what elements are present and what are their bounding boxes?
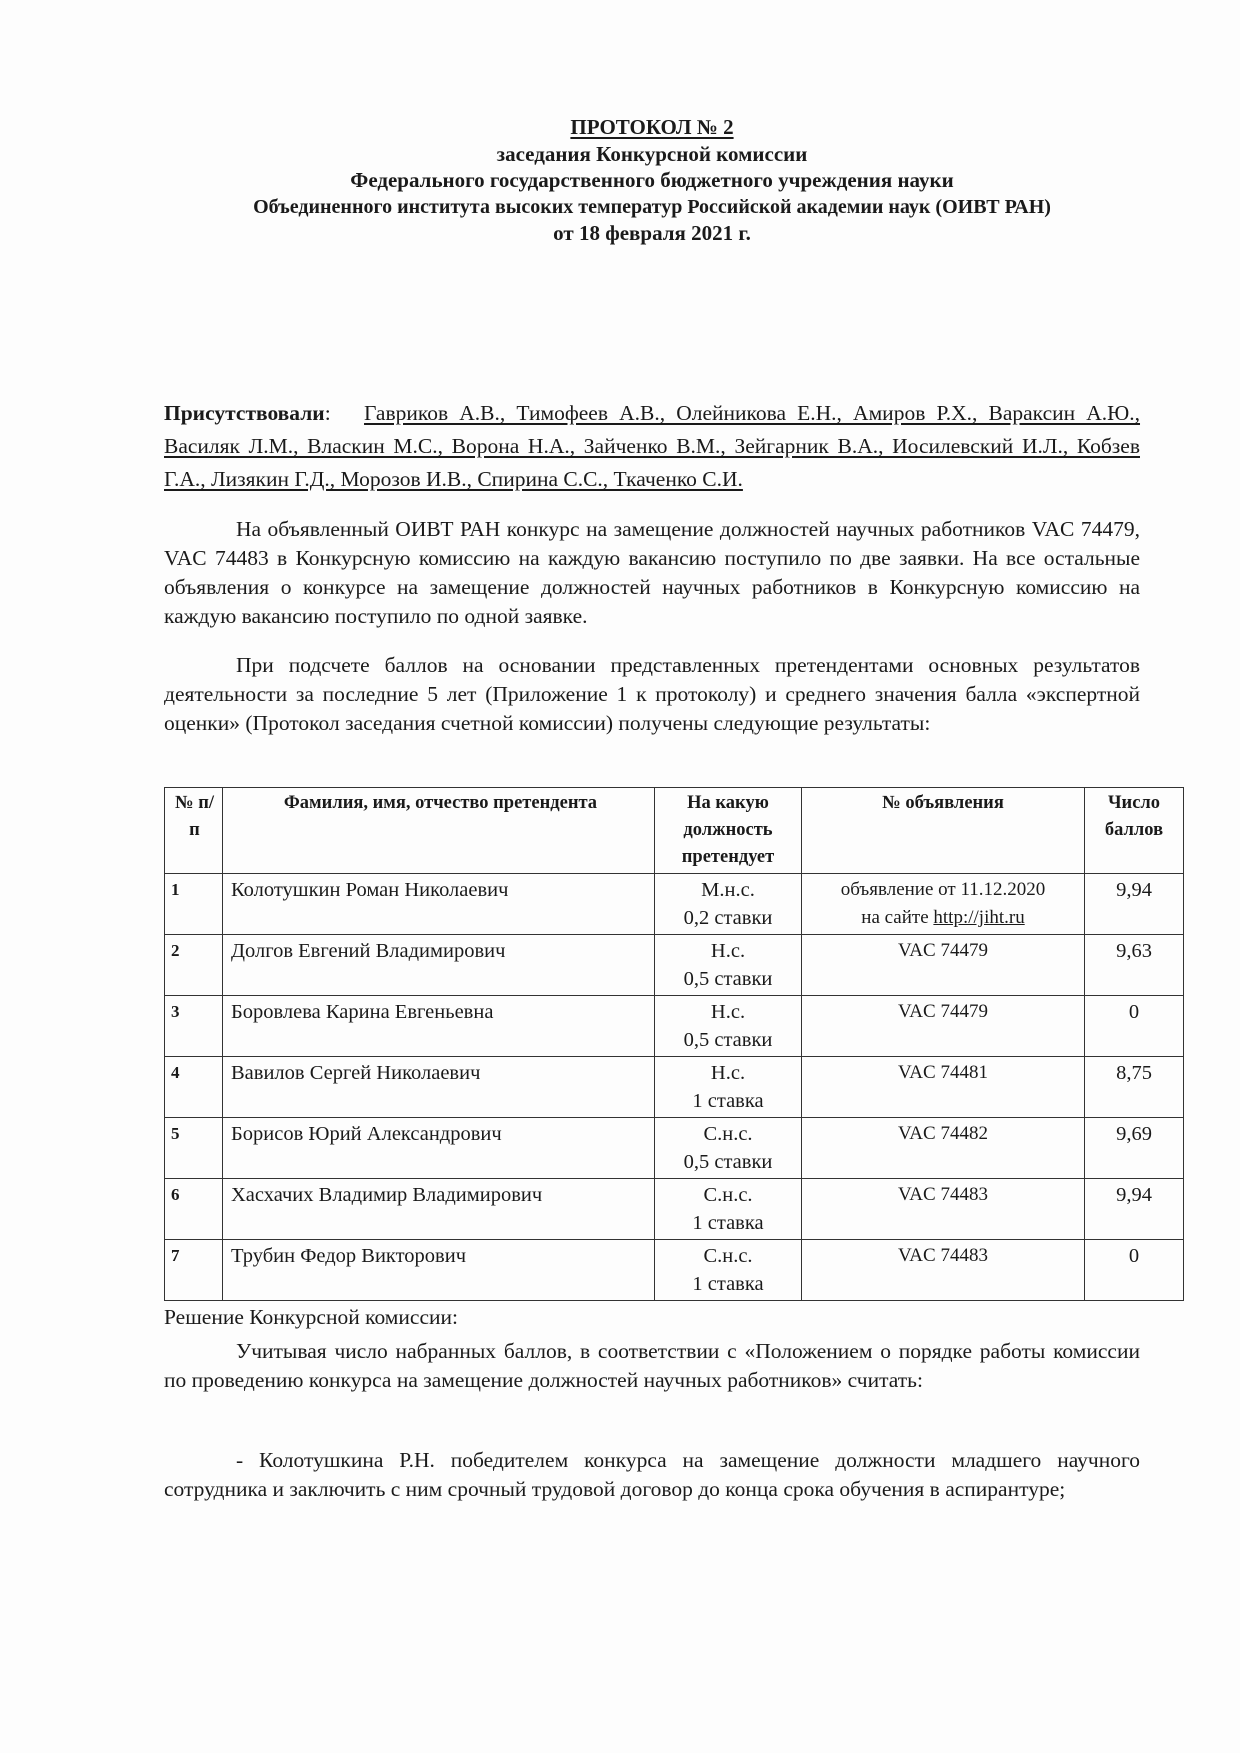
row-num: 7 bbox=[165, 1240, 223, 1301]
position-rate: 0,2 ставки bbox=[683, 907, 773, 929]
position-rate: 1 ставка bbox=[692, 1090, 764, 1112]
attendees-label: Присутствовали bbox=[164, 401, 325, 425]
row-score: 9,63 bbox=[1085, 935, 1184, 996]
applications-paragraph: На объявленный ОИВТ РАН конкурс на замещение должностей научных работников VAC 74479, VAC 74483 в Конкурсную комиссию на каждую вакансию поступило по две заявки. На все остальные объявления о конкурсе на замещение должностей научных работников в Конкурсную комиссию на каждую вакансию поступило по одной заявке. bbox=[164, 517, 1140, 628]
row-num: 3 bbox=[165, 996, 223, 1057]
table-row bbox=[165, 1179, 1184, 1240]
row-position bbox=[655, 996, 802, 1057]
position-rate: 0,5 ставки bbox=[683, 1151, 773, 1173]
table-row bbox=[165, 996, 1184, 1057]
row-score: 9,94 bbox=[1085, 874, 1184, 935]
row-position bbox=[655, 1179, 802, 1240]
table-row bbox=[165, 1118, 1184, 1179]
position-title: Н.с. bbox=[710, 1001, 746, 1023]
table-row bbox=[165, 874, 1184, 935]
row-num: 1 bbox=[165, 874, 223, 935]
scoring-paragraph: При подсчете баллов на основании представленных претендентами основных результатов деятельности за последние 5 лет (Приложение 1 к протоколу) и среднего значения балла «экспертной оценки» (Протокол заседания счетной комиссии) получены следующие результаты: bbox=[164, 653, 1140, 735]
winner-paragraph: - Колотушкина Р.Н. победителем конкурса на замещение должности младшего научного сотрудника и заключить с ним срочный трудовой договор до конца срока обучения в аспирантуре; bbox=[164, 1448, 1140, 1501]
row-score: 9,94 bbox=[1085, 1179, 1184, 1240]
position-rate: 0,5 ставки bbox=[683, 1029, 773, 1051]
results-table bbox=[164, 787, 1184, 1301]
attendees-paragraph bbox=[164, 397, 1140, 496]
decision-title: Решение Конкурсной комиссии: bbox=[164, 1305, 458, 1329]
row-score: 0 bbox=[1085, 996, 1184, 1057]
attendees-colon: : bbox=[324, 401, 331, 425]
row-announcement: VAC 74479 bbox=[802, 935, 1085, 996]
row-num: 4 bbox=[165, 1057, 223, 1118]
row-score: 8,75 bbox=[1085, 1057, 1184, 1118]
header-position: На какую должность претендует bbox=[655, 788, 802, 874]
position-title: Н.с. bbox=[710, 940, 746, 962]
position-rate: 1 ставка bbox=[692, 1273, 764, 1295]
table-row bbox=[165, 1240, 1184, 1301]
row-score: 0 bbox=[1085, 1240, 1184, 1301]
row-position bbox=[655, 874, 802, 935]
row-name: Трубин Федор Викторович bbox=[223, 1240, 655, 1301]
row-position bbox=[655, 1240, 802, 1301]
row-position bbox=[655, 1057, 802, 1118]
row-name: Борисов Юрий Александрович bbox=[223, 1118, 655, 1179]
position-title: Н.с. bbox=[710, 1062, 746, 1084]
row-name: Вавилов Сергей Николаевич bbox=[223, 1057, 655, 1118]
protocol-title: ПРОТОКОЛ № 2 bbox=[570, 115, 734, 139]
position-rate: 1 ставка bbox=[692, 1212, 764, 1234]
row-announcement: VAC 74483 bbox=[802, 1240, 1085, 1301]
table-row bbox=[165, 935, 1184, 996]
row-name: Колотушкин Роман Николаевич bbox=[223, 874, 655, 935]
header-num: № п/п bbox=[165, 788, 223, 874]
row-announcement: VAC 74483 bbox=[802, 1179, 1085, 1240]
position-title: С.н.с. bbox=[703, 1184, 753, 1206]
row-name: Хасхачих Владимир Владимирович bbox=[223, 1179, 655, 1240]
row-announcement: VAC 74481 bbox=[802, 1057, 1085, 1118]
row-num: 5 bbox=[165, 1118, 223, 1179]
row-num: 6 bbox=[165, 1179, 223, 1240]
position-title: М.н.с. bbox=[701, 879, 755, 901]
institution-type: Федерального государственного бюджетного учреждения науки bbox=[350, 168, 954, 192]
position-title: С.н.с. bbox=[703, 1245, 753, 1267]
table-row bbox=[165, 1057, 1184, 1118]
row-position bbox=[655, 1118, 802, 1179]
protocol-date: от 18 февраля 2021 г. bbox=[553, 221, 751, 245]
results-table-header bbox=[165, 788, 1184, 874]
row-position bbox=[655, 935, 802, 996]
row-num: 2 bbox=[165, 935, 223, 996]
announcement-text: объявление от 11.12.2020 bbox=[840, 879, 1046, 900]
row-score: 9,69 bbox=[1085, 1118, 1184, 1179]
header-name: Фамилия, имя, отчество претендента bbox=[223, 788, 655, 874]
header-announcement: № объявления bbox=[802, 788, 1085, 874]
meeting-subtitle: заседания Конкурсной комиссии bbox=[496, 141, 808, 166]
announcement-link[interactable]: http://jiht.ru bbox=[933, 907, 1025, 928]
position-rate: 0,5 ставки bbox=[683, 968, 773, 990]
row-announcement: VAC 74479 bbox=[802, 996, 1085, 1057]
announcement-site-prefix: на сайте bbox=[861, 907, 934, 928]
document-header bbox=[164, 114, 1140, 247]
row-name: Долгов Евгений Владимирович bbox=[223, 935, 655, 996]
decision-paragraph: Учитывая число набранных баллов, в соответствии с «Положением о порядке работы комиссии по проведению конкурса на замещение должностей научных работников» считать: bbox=[164, 1339, 1140, 1392]
institution-name: Объединенного института высоких температур Российской академии наук (ОИВТ РАН) bbox=[253, 195, 1051, 218]
attendees-names: Гавриков А.В., Тимофеев А.В., Олейникова Е.Н., Амиров Р.Х., Вараксин А.Ю., Василяк Л.М., Власкин М.С., Ворона Н.А., Зайченко В.М., Зейгарник В.А., Иосилевский И.Л., Кобзев Г.А., Лизякин Г.Д., Морозов И.В., Спирина С.С., Ткаченко С.И. bbox=[164, 401, 1141, 491]
position-title: С.н.с. bbox=[703, 1123, 753, 1145]
header-score: Число баллов bbox=[1085, 788, 1184, 874]
row-announcement: VAC 74482 bbox=[802, 1118, 1085, 1179]
row-announcement bbox=[802, 874, 1085, 935]
row-name: Боровлева Карина Евгеньевна bbox=[223, 996, 655, 1057]
